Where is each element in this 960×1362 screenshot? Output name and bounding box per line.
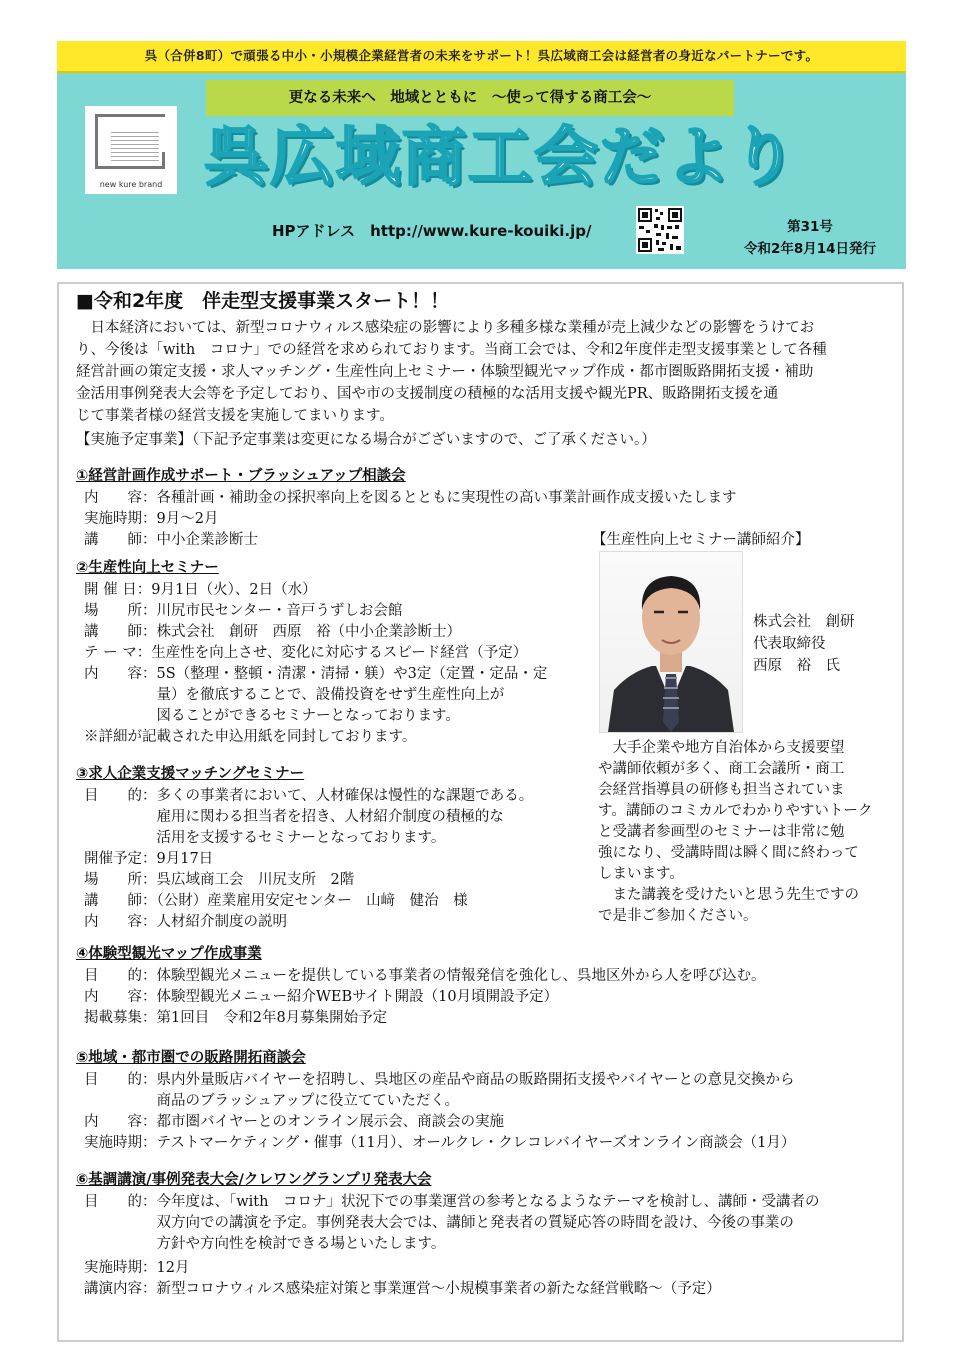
tagline-text: 呉（合併8町）で頑張る中小・小規模企業経営者の未来をサポート！呉広域商工会は経営者の身近なパートナーです。 bbox=[144, 48, 819, 63]
section-4-line: 内 容：体験型観光メニュー紹介WEBサイト開設（10月頃開設予定） bbox=[84, 989, 559, 1005]
lecturer-role: 代表取締役 bbox=[753, 636, 826, 652]
section-6-line: 双方向での講演を予定。事例発表大会では、講師と発表者の質疑応答の時間を設け、今後の事業の bbox=[84, 1215, 794, 1231]
issue-number: 第31号 bbox=[787, 219, 833, 235]
lecturer-bio-line: 強になり、受講時間は瞬く間に終わって bbox=[598, 845, 859, 861]
section-1-line: 内 容：各種計画・補助金の採択率向上を図るとともに実現性の高い事業計画作成支援いたします bbox=[84, 490, 737, 506]
section-2-line: 内 容：5S（整理・整頓・清潔・清掃・躾）や3定（定置・定品・定 bbox=[84, 666, 548, 682]
lecturer-bio-line: と受講者参画型のセミナーは非常に勉 bbox=[598, 824, 845, 840]
newsletter-title: 呉広域商工会だより bbox=[204, 121, 798, 195]
section-1-line: 講 師：中小企業診断士 bbox=[84, 532, 258, 548]
section-3-title: ③求人企業支援マッチングセミナー bbox=[76, 766, 305, 782]
lecturer-bio-line: また講義を受けたいと思う先生ですの bbox=[598, 887, 859, 903]
schedule-note: 【実施予定事業】（下記予定事業は変更になる場合がございますので、ご了承ください。） bbox=[76, 432, 656, 448]
section-1-title: ①経営計画作成サポート・ブラッシュアップ相談会 bbox=[76, 468, 406, 484]
lecturer-bio-line: や講師依頼が多く、商工会議所・商工 bbox=[598, 761, 845, 777]
intro-line: じて事業者様の経営支援を実施してまいります。 bbox=[76, 408, 394, 424]
section-5-line: 実施時期：テストマーケティング・催事（11月）、オールクレ・クレコレバイヤーズオンライン商談会（1月） bbox=[84, 1135, 796, 1151]
section-6-line: 講演内容：新型コロナウィルス感染症対策と事業運営～小規模事業者の新たな経営戦略～（予定） bbox=[84, 1281, 721, 1297]
section-2-line: 開 催 日：9月1日（火）、2日（水） bbox=[84, 582, 317, 598]
section-4-line: 目 的：体験型観光メニューを提供している事業者の情報発信を強化し、呉地区外から人を呼び込む。 bbox=[84, 968, 766, 984]
section-6-line: 実施時期：12月 bbox=[84, 1260, 190, 1276]
section-4-line: 掲載募集：第1回目 令和2年8月募集開始予定 bbox=[84, 1010, 388, 1026]
section-3-line: 雇用に関わる担当者を招き、人材紹介制度の積極的な bbox=[84, 809, 504, 825]
section-5-line: 内 容：都市圏バイヤーとのオンライン展示会、商談会の実施 bbox=[84, 1114, 505, 1130]
issue-date: 令和2年8月14日発行 bbox=[743, 241, 877, 257]
lecturer-heading: 【生産性向上セミナー講師紹介】 bbox=[592, 532, 810, 548]
intro-line: 日本経済においては、新型コロナウィルス感染症の影響により多種多様な業種が売上減少などの影響をうけてお bbox=[76, 320, 815, 336]
section-2-line: 量）を徹底することで、設備投資をせず生産性向上が bbox=[84, 687, 505, 703]
section-3-line: 講 師：（公財）産業雇用安定センター 山﨑 健治 様 bbox=[84, 893, 468, 909]
section-2-line: 場 所：川尻市民センター・音戸うずしお会館 bbox=[84, 603, 403, 619]
lecturer-company: 株式会社 創研 bbox=[753, 614, 855, 630]
section-2-line: 図ることができるセミナーとなっております。 bbox=[84, 708, 460, 724]
brand-logo bbox=[85, 106, 177, 194]
logo-text: new kure brand bbox=[99, 180, 163, 189]
section-2-title: ②生産性向上セミナー bbox=[76, 560, 219, 576]
section-3-line: 開催予定：9月17日 bbox=[84, 851, 214, 867]
section-4-title: ④体験型観光マップ作成事業 bbox=[76, 946, 262, 962]
tagline-bar bbox=[57, 41, 906, 73]
section-2-line: 講 師：株式会社 創研 西原 裕（中小企業診断士） bbox=[84, 624, 461, 640]
section-6-title: ⑥基調講演/事例発表大会/クレワングランプリ発表大会 bbox=[76, 1172, 432, 1188]
homepage-address[interactable]: HPアドレス http://www.kure-kouiki.jp/ bbox=[272, 222, 592, 240]
issue-info bbox=[730, 216, 890, 266]
intro-line: 金活用事例発表大会等を予定しており、国や市の支援制度の積極的な活用支援や観光PR、販路開拓支援を通 bbox=[76, 386, 779, 402]
catchphrase-text: 更なる未来へ 地域とともに ～使って得する商工会～ bbox=[288, 90, 652, 106]
section-5-line: 商品のブラッシュアップに役立てていただく。 bbox=[84, 1093, 460, 1109]
section-5-line: 目 的：県内外量販店バイヤーを招聘し、呉地区の産品や商品の販路開拓支援やバイヤーとの意見交換から bbox=[84, 1072, 795, 1088]
section-2-note: ※詳細が記載された申込用紙を同封しております。 bbox=[84, 729, 417, 745]
section-5-title: ⑤地域・都市圏での販路開拓商談会 bbox=[76, 1050, 306, 1066]
section-3-line: 活用を支援するセミナーとなっております。 bbox=[84, 830, 446, 846]
article-headline: ■令和2年度 伴走型支援事業スタート！！ bbox=[76, 290, 450, 312]
intro-line: り、今後は「with コロナ」での経営を求められております。当商工会では、令和2年度伴走型支援事業として各種 bbox=[76, 342, 827, 358]
section-6-line: 目 的：今年度は、「with コロナ」状況下での事業運営の参考となるようなテーマを検討し、講師・受講者の bbox=[84, 1194, 820, 1210]
logo-frame-icon bbox=[95, 114, 165, 169]
section-3-line: 場 所：呉広域商工会 川尻支所 2階 bbox=[84, 872, 355, 888]
catchphrase-box bbox=[206, 80, 734, 116]
section-3-line: 目 的：多くの事業者において、人材確保は慢性的な課題である。 bbox=[84, 788, 534, 804]
lecturer-bio-line: で是非ご参加ください。 bbox=[598, 908, 758, 924]
section-1-line: 実施時期：9月～2月 bbox=[84, 511, 219, 527]
lecturer-bio-line: す。講師のコミカルでわかりやすいトーク bbox=[598, 803, 873, 819]
lecturer-bio-line: しまいます。 bbox=[598, 866, 684, 882]
intro-line: 経営計画の策定支援・求人マッチング・生産性向上セミナー・体験型観光マップ作成・都市圏販路開拓支援・補助 bbox=[76, 364, 814, 380]
section-3-line: 内 容：人材紹介制度の説明 bbox=[84, 914, 287, 930]
qr-code-icon[interactable] bbox=[636, 206, 684, 254]
lecturer-bio-line: 会経営指導員の研修も担当されていま bbox=[598, 782, 845, 798]
section-2-line: テ ー マ：生産性を向上させ、変化に対応するスピード経営（予定） bbox=[84, 645, 528, 661]
lecturer-bio-line: 大手企業や地方自治体から支援要望 bbox=[598, 740, 845, 756]
section-6-line: 方針や方向性を検討できる場といたします。 bbox=[84, 1236, 446, 1252]
lecturer-photo bbox=[599, 551, 743, 733]
lecturer-name: 西原 裕 氏 bbox=[753, 658, 840, 674]
